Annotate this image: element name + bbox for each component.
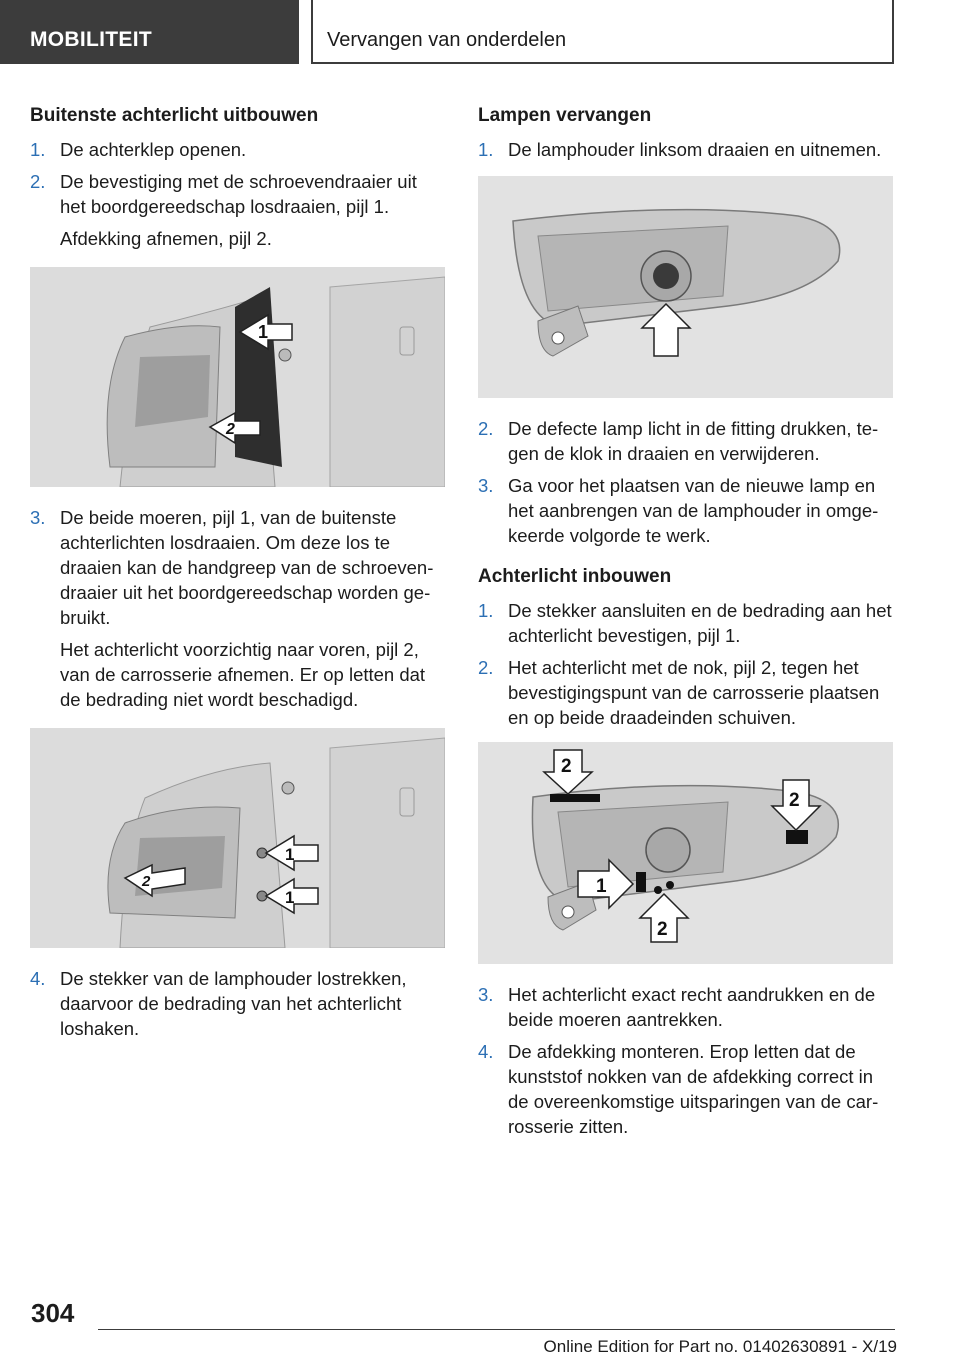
step-text: De achterklep openen.	[60, 139, 247, 160]
step-text: De afdekking monteren. Erop letten dat de kunststof nokken van de afdekking correct in de overeenkomstige uitsparingen van de carrosserie zitten.	[508, 1041, 879, 1137]
list-item	[30, 966, 445, 1041]
edition-note: Online Edition for Part no. 01402630891 - X/19	[543, 1337, 897, 1356]
step-number: 4.	[478, 1041, 494, 1062]
page-number: 304	[31, 1298, 75, 1328]
chapter-title: Vervangen van onderdelen	[327, 29, 567, 51]
list-item	[478, 137, 893, 162]
step-number: 3.	[478, 475, 494, 496]
list-item	[30, 505, 445, 630]
step-text: Ga voor het plaatsen van de nieuwe lamp en het aanbrengen van de lamphouder in omgekeerde volgorde te werk.	[508, 475, 879, 546]
section-tab	[0, 0, 299, 64]
step-text: De stekker van de lamphouder lostrekken, daarvoor de bedrading van het achterlicht loshaken.	[60, 968, 407, 1039]
list-item	[478, 473, 893, 548]
callout-label: 2	[142, 873, 151, 890]
list-item	[478, 982, 893, 1032]
illustration-lamp-holder	[478, 176, 893, 398]
callout-label: 2	[789, 790, 800, 811]
left-column	[30, 103, 445, 1048]
list-item	[478, 655, 893, 730]
step-number: 2.	[478, 418, 494, 439]
step-text: Het achterlicht met de nok, pijl 2, tegen het bevestigingspunt van de carrosserie plaatsen en op beide draadeinden schuiven.	[508, 657, 880, 728]
step-note: Afdekking afnemen, pijl 2.	[60, 228, 272, 249]
step-number: 3.	[30, 507, 46, 528]
section-heading-remove-light: Buitenste achterlicht uitbouwen	[30, 105, 319, 126]
step-number: 1.	[30, 139, 46, 160]
footer-divider	[98, 1329, 895, 1330]
list-item	[30, 137, 445, 162]
step-text: De defecte lamp licht in de fitting drukken, tegen de klok in draaien en verwijderen.	[508, 418, 879, 464]
callout-label: 1	[258, 322, 269, 342]
step-text: Het achterlicht exact recht aandrukken en de beide moeren aantrekken.	[508, 984, 876, 1030]
list-item	[30, 169, 445, 219]
step-text: De lamphouder linksom draaien en uitnemen.	[508, 139, 882, 160]
callout-label: 1	[285, 888, 295, 907]
section-heading-install-light: Achterlicht inbouwen	[478, 566, 672, 587]
list-item	[478, 1039, 893, 1139]
step-number: 4.	[30, 968, 46, 989]
callout-label: 2	[657, 919, 668, 940]
step-text: De stekker aansluiten en de bedrading aan het achterlicht bevestigen, pijl 1.	[508, 600, 892, 646]
callout-label: 1	[596, 876, 607, 897]
step-text: De beide moeren, pijl 1, van de buitenste achterlichten losdraaien. Om deze los te draaien kan de handgreep van de schroevendraaier uit het boordgereedschap worden gebruikt.	[60, 507, 434, 628]
list-item	[478, 598, 893, 648]
chapter-tab	[311, 0, 894, 64]
step-number: 2.	[478, 657, 494, 678]
step-text: De bevestiging met de schroevendraaier uit het boordgereedschap losdraaien, pijl 1.	[60, 171, 417, 217]
callout-label: 2	[226, 421, 235, 438]
list-item	[478, 416, 893, 466]
illustration-cover-removal	[30, 267, 445, 487]
right-column	[478, 103, 893, 1146]
step-note: Het achterlicht voorzichtig naar voren, pijl 2, van de carrosserie afnemen. Er op letten dat de bedrading niet wordt beschadigd.	[60, 639, 426, 710]
illustration-light-install	[478, 742, 893, 964]
illustration-light-removal	[30, 728, 445, 948]
section-heading-replace-bulbs: Lampen vervangen	[478, 105, 652, 126]
step-number: 1.	[478, 600, 494, 621]
step-number: 2.	[30, 171, 46, 192]
step-number: 1.	[478, 139, 494, 160]
step-number: 3.	[478, 984, 494, 1005]
callout-label: 1	[285, 845, 295, 864]
section-title: MOBILITEIT	[30, 28, 152, 51]
callout-label: 2	[561, 756, 572, 777]
